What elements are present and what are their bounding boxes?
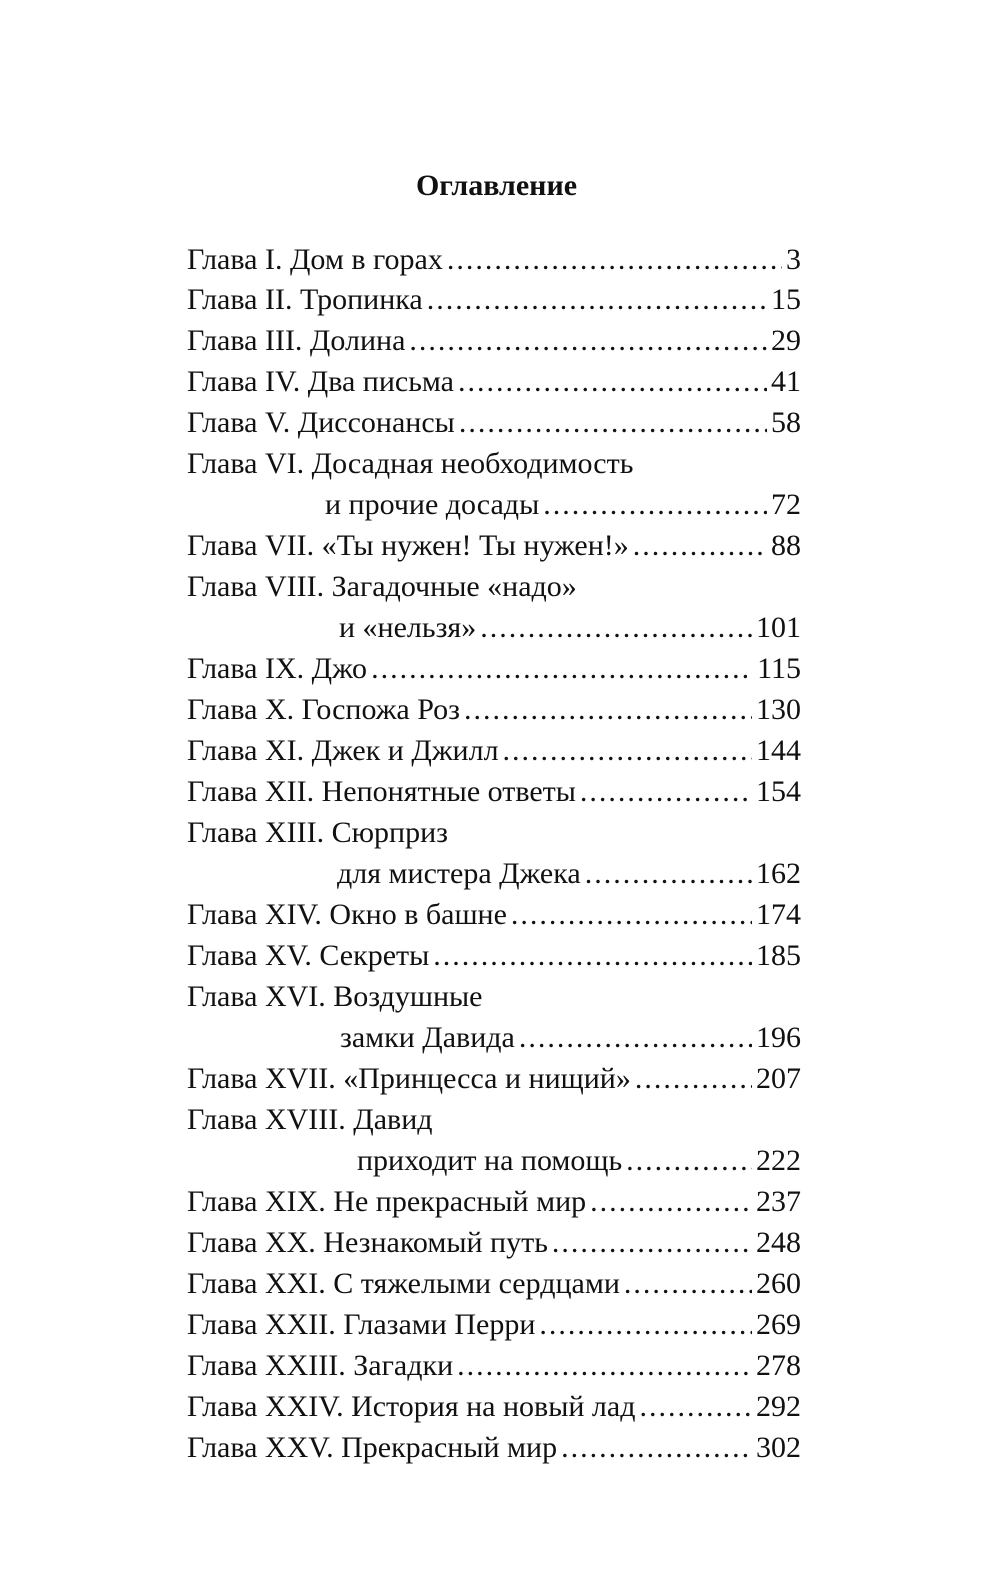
- toc-entry-continuation: [187, 1017, 801, 1058]
- toc-entry-title: Глава XI. Джек и Джилл: [187, 734, 499, 767]
- toc-page-number: 222: [756, 1144, 801, 1177]
- toc-entry-title: Глава X. Госпожа Роз: [187, 693, 461, 726]
- toc-page-number: 278: [756, 1349, 801, 1382]
- dot-leader: [585, 853, 752, 894]
- toc-entry: [187, 1386, 801, 1427]
- toc-page-number: 207: [756, 1062, 801, 1095]
- toc-entry-title: Глава II. Тропинка: [187, 283, 423, 316]
- toc-entry: [187, 1345, 801, 1386]
- toc-entry: [187, 443, 801, 484]
- toc-entry: [187, 1427, 801, 1468]
- toc-entry: [187, 1222, 801, 1263]
- toc-entry: [187, 525, 801, 566]
- toc-page-number: 29: [771, 324, 801, 357]
- toc-entry-title: Глава XVI. Воздушные: [187, 980, 483, 1013]
- toc-entry-title: Глава XVIII. Давид: [187, 1103, 433, 1136]
- dot-leader: [590, 1181, 752, 1222]
- toc-entry-title: Глава XVII. «Принцесса и нищий»: [187, 1062, 631, 1095]
- dot-leader: [626, 1140, 752, 1181]
- toc-entry-title: приходит на помощь: [357, 1144, 623, 1177]
- toc-entry: [187, 648, 801, 689]
- toc-entry: [187, 1304, 801, 1345]
- toc-entry: [187, 976, 801, 1017]
- toc-entry: [187, 279, 801, 320]
- toc-entry-title: Глава XV. Секреты: [187, 939, 430, 972]
- toc-entry-title: Глава XIII. Сюрприз: [187, 816, 448, 849]
- toc-entry-title: Глава XIV. Окно в башне: [187, 898, 507, 931]
- toc-entry-title: замки Давида: [340, 1021, 515, 1054]
- dot-leader: [543, 484, 767, 525]
- dot-leader: [371, 648, 753, 689]
- toc-entry: [187, 1099, 801, 1140]
- dot-leader: [457, 1345, 752, 1386]
- dot-leader: [427, 279, 767, 320]
- dot-leader: [447, 240, 782, 279]
- toc-page-number: 88: [771, 529, 801, 562]
- toc-entry-title: Глава VI. Досадная необходимость: [187, 447, 634, 480]
- toc-entry-title: Глава I. Дом в горах: [187, 243, 443, 276]
- toc-entry: [187, 361, 801, 402]
- dot-leader: [539, 1304, 752, 1345]
- toc-entry: [187, 1263, 801, 1304]
- toc-entry: [187, 566, 801, 607]
- toc-entry: [187, 730, 801, 771]
- toc-entry-title: Глава XX. Незнакомый путь: [187, 1226, 548, 1259]
- toc-entry: [187, 894, 801, 935]
- table-of-contents: [187, 240, 801, 1468]
- toc-page-number: 185: [756, 939, 801, 972]
- toc-page-number: 154: [756, 775, 801, 808]
- dot-leader: [458, 361, 767, 402]
- toc-entry: [187, 689, 801, 730]
- toc-entry-title: Глава XXV. Прекрасный мир: [187, 1431, 558, 1464]
- toc-page-number: 3: [786, 243, 801, 276]
- toc-entry-title: Глава XXII. Глазами Перри: [187, 1308, 536, 1341]
- toc-entry-title: Глава V. Диссонансы: [187, 406, 455, 439]
- toc-page-number: 72: [771, 488, 801, 521]
- toc-page-number: 58: [771, 406, 801, 439]
- toc-page-number: 41: [771, 365, 801, 398]
- toc-entry-continuation: [187, 607, 801, 648]
- toc-page-number: 162: [756, 857, 801, 890]
- toc-page-number: 237: [756, 1185, 801, 1218]
- dot-leader: [511, 894, 752, 935]
- dot-leader: [409, 320, 767, 361]
- dot-leader: [459, 402, 767, 443]
- toc-entry-title: Глава XXI. С тяжелыми сердцами: [187, 1267, 620, 1300]
- toc-page-number: 101: [756, 611, 801, 644]
- toc-entry-title: Глава XIX. Не прекрасный мир: [187, 1185, 587, 1218]
- dot-leader: [480, 607, 752, 648]
- toc-page-number: 248: [756, 1226, 801, 1259]
- dot-leader: [580, 771, 752, 812]
- toc-entry: [187, 402, 801, 443]
- toc-page-number: 292: [756, 1390, 801, 1423]
- toc-entry-title: Глава IX. Джо: [187, 652, 368, 685]
- page-title: Оглавление: [415, 169, 578, 202]
- toc-entry-continuation: [187, 484, 801, 525]
- toc-entry-title: Глава VII. «Ты нужен! Ты нужен!»: [187, 529, 629, 562]
- toc-page-number: 302: [756, 1431, 801, 1464]
- toc-entry-title: для мистера Джека: [337, 857, 581, 890]
- toc-entry-title: и прочие досады: [325, 488, 540, 521]
- toc-page-number: 144: [756, 734, 801, 767]
- dot-leader: [639, 1386, 752, 1427]
- toc-entry-continuation: [187, 1140, 801, 1181]
- dot-leader: [561, 1427, 752, 1468]
- toc-page-number: 260: [756, 1267, 801, 1300]
- toc-entry: [187, 1058, 801, 1099]
- dot-leader: [433, 935, 752, 976]
- toc-page-number: 174: [756, 898, 801, 931]
- toc-entry: [187, 240, 801, 279]
- dot-leader: [552, 1222, 752, 1263]
- toc-page-number: 269: [756, 1308, 801, 1341]
- toc-entry-title: Глава IV. Два письма: [187, 365, 454, 398]
- toc-entry-title: Глава XXIV. История на новый лад: [187, 1390, 636, 1423]
- dot-leader: [635, 1058, 752, 1099]
- dot-leader: [633, 525, 767, 566]
- toc-page-number: 196: [756, 1021, 801, 1054]
- toc-entry: [187, 1181, 801, 1222]
- dot-leader: [624, 1263, 752, 1304]
- toc-entry-continuation: [187, 853, 801, 894]
- toc-page-number: 130: [756, 693, 801, 726]
- toc-page-number: 115: [757, 652, 801, 685]
- toc-entry-title: Глава XXIII. Загадки: [187, 1349, 454, 1382]
- toc-entry: [187, 935, 801, 976]
- toc-entry-title: Глава XII. Непонятные ответы: [187, 775, 576, 808]
- toc-entry: [187, 771, 801, 812]
- toc-entry-title: Глава VIII. Загадочные «надо»: [187, 570, 577, 603]
- toc-page-number: 15: [771, 283, 801, 316]
- dot-leader: [503, 730, 752, 771]
- toc-entry-title: и «нельзя»: [339, 611, 477, 644]
- toc-entry: [187, 812, 801, 853]
- toc-entry: [187, 320, 801, 361]
- dot-leader: [519, 1017, 752, 1058]
- dot-leader: [464, 689, 752, 730]
- toc-entry-title: Глава III. Долина: [187, 324, 406, 357]
